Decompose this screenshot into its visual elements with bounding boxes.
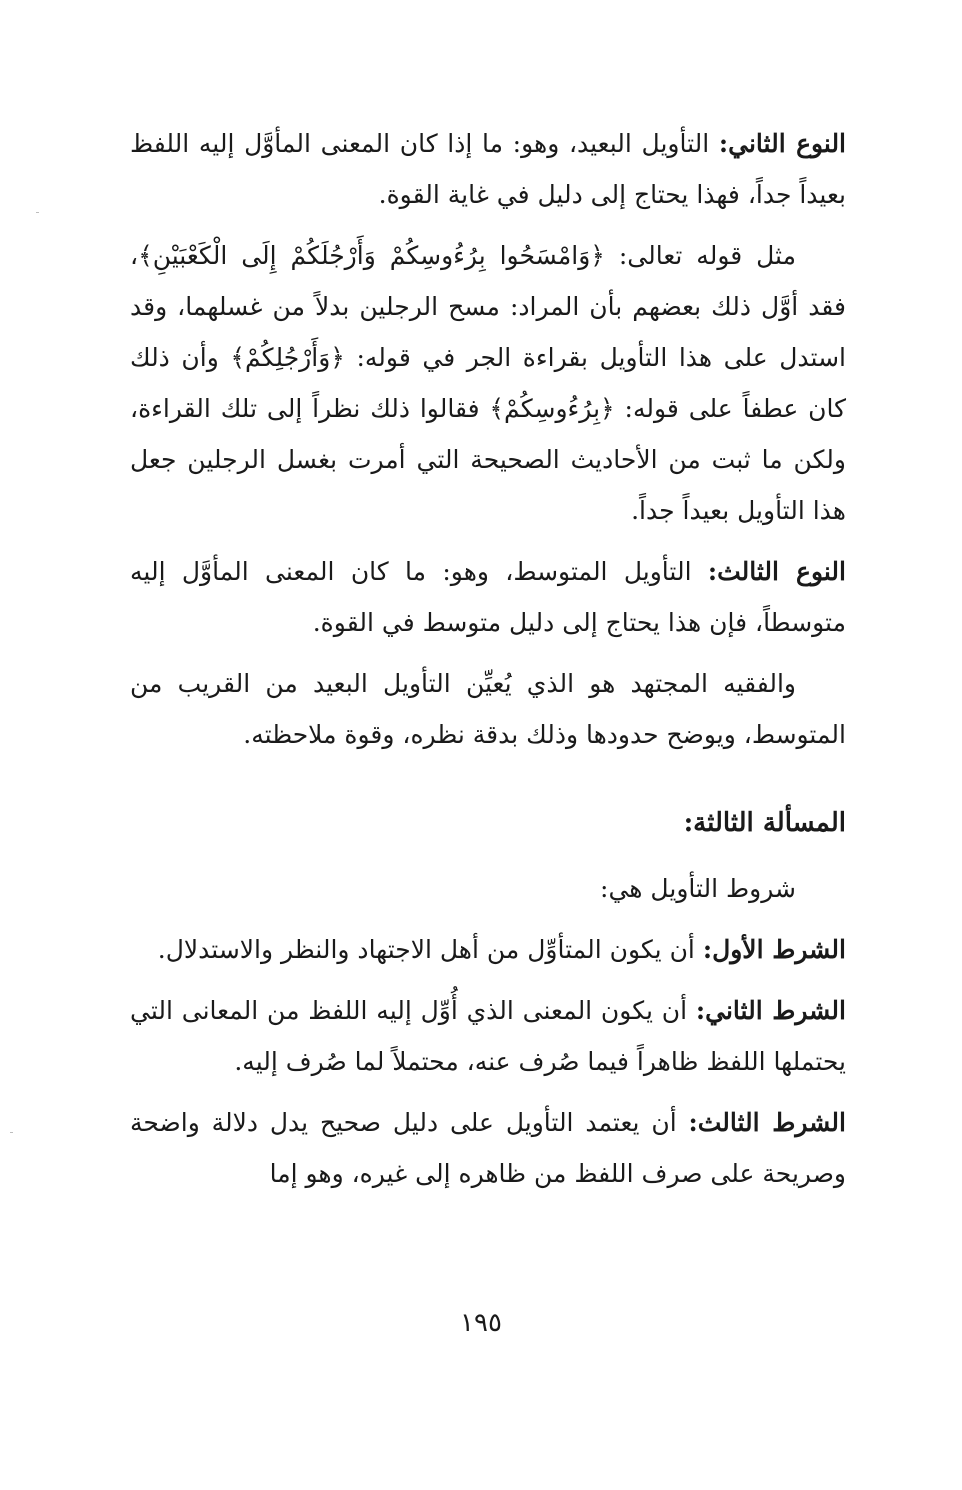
paragraph-text: مثل قوله تعالى: ﴿وَامْسَحُوا بِرُءُوسِكُمْ وَأَرْجُلَكُمْ إِلَى الْكَعْبَيْنِ﴾، فقد أوَّل ذلك بعضهم بأن المراد: مسح الرجلين بدلاً من غسلهما، وقد استدل على هذا التأويل بقراءة الجر في قوله: ﴿وَأَرْجُلِكُمْ﴾ وأن ذلك كان عطفاً على قوله: ﴿بِرُءُوسِكُمْ﴾ فقالوا ذلك نظراً إلى تلك القراءة، ولكن ما ثبت من الأحاديث الصحيحة التي أمرت بغسل الرجلين جعل هذا التأويل بعيداً جداً.: [130, 241, 846, 525]
condition-text: أن يكون المتأوِّل من أهل الاجتهاد والنظر والاستدلال.: [157, 935, 703, 964]
paragraph-text: التأويل البعيد، وهو: ما إذا كان المعنى المأوَّل إليه اللفظ بعيداً جداً، فهذا يحتاج إلى دليل في غاية القوة.: [130, 129, 846, 209]
paragraph-jurist: [130, 658, 846, 760]
paragraph-example: [130, 230, 846, 536]
condition-text: أن يكون المعنى الذي أُوِّل إليه اللفظ من المعانى التي يحتملها اللفظ ظاهراً فيما صُرف عنه، محتملاً لما صُرف إليه.: [130, 996, 846, 1076]
paragraph-type-two: [130, 118, 846, 220]
conditions-intro: شروط التأويل هي:: [600, 874, 796, 903]
term-label: النوع الثالث:: [707, 557, 847, 586]
section-heading: المسألة الثالثة:: [683, 808, 846, 838]
paragraph-text: التأويل المتوسط، وهو: ما كان المعنى المأوَّل إليه متوسطاً، فإن هذا يحتاج إلى دليل متوسط في القوة.: [130, 557, 846, 637]
paragraph-text: والفقيه المجتهد هو الذي يُعيِّن التأويل البعيد من القريب من المتوسط، ويوضح حدودها وذلك بدقة نظره، وقوة ملاحظته.: [130, 669, 846, 749]
condition-text: أن يعتمد التأويل على دليل صحيح يدل دلالة واضحة وصريحة على صرف اللفظ من ظاهره إلى غيره، وهو إما: [130, 1108, 846, 1188]
page-number: ١٩٥: [460, 1308, 502, 1338]
condition-two: [130, 985, 846, 1087]
term-label: الشرط الثالث:: [688, 1108, 846, 1137]
condition-three: [130, 1097, 846, 1199]
term-label: النوع الثاني:: [718, 129, 847, 158]
page-body: [130, 118, 846, 1209]
condition-one: [130, 924, 846, 975]
term-label: الشرط الأول:: [702, 935, 846, 964]
paragraph-type-three: [130, 546, 846, 648]
term-label: الشرط الثاني:: [695, 996, 846, 1025]
